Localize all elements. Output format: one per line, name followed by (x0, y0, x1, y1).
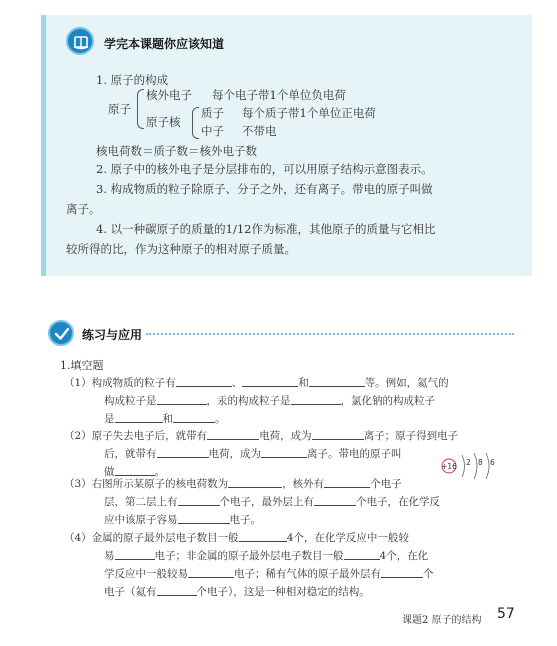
equation: 核电荷数＝质子数＝核外电子数 (96, 144, 257, 158)
blank (309, 376, 365, 387)
atom-structure-diagram (440, 452, 500, 480)
item3-line1: 3. 构成物质的粒子除原子、分子之外，还有离子。带电的原子叫做 (96, 182, 433, 196)
summary-box (41, 15, 532, 276)
electron-label: 核外电子 (146, 88, 192, 102)
book-icon (66, 27, 94, 55)
shell-2-count: 8 (478, 458, 483, 467)
p2-line1: （2）原子失去电子后，就带有 电荷，成为 离子；原子得到电子 (64, 430, 459, 442)
p1-line3: 是 和 。 (104, 413, 226, 425)
blank (115, 549, 155, 560)
blank (157, 447, 209, 458)
p3-line3: 应中该原子容易 电子。 (104, 514, 261, 526)
neutron-desc: 不带电 (242, 124, 277, 138)
proton-desc: 每个质子带1个单位正电荷 (242, 106, 376, 120)
nucleus-charge: +16 (441, 462, 457, 471)
blank (188, 567, 234, 578)
blank (291, 394, 341, 405)
page-number: 57 (497, 606, 515, 622)
blank (207, 429, 259, 440)
blank (324, 477, 370, 488)
blank (261, 447, 307, 458)
check-icon (48, 320, 74, 346)
p2-line2: 后，就带有 电荷，成为 离子。带电的原子叫 (104, 448, 402, 460)
blank (157, 394, 207, 405)
nucleus-brace (192, 107, 199, 139)
p3-line1: （3）右图所示某原子的核电荷数为 ，核外有 个电子 (64, 478, 402, 490)
section-divider (146, 333, 514, 335)
shell-1-count: 2 (466, 458, 471, 467)
blank (312, 429, 364, 440)
q1-title: 1.填空题 (60, 359, 104, 372)
blank (178, 495, 220, 506)
p1-line2: 构成粒子是 ，汞的构成粒子是 ，氯化钠的构成粒子 (104, 395, 435, 407)
shell-arc-1 (462, 455, 465, 477)
blank (314, 495, 356, 506)
summary-heading: 学完本课题你应该知道 (104, 37, 225, 51)
p4-line3: 学反应中一般较易 电子；稀有气体的原子最外层有 个 (104, 568, 434, 580)
shell-arc-3 (486, 453, 489, 479)
item4-line2: 较所得的比，作为这种原子的相对原子质量。 (66, 242, 296, 256)
neutron-label: 中子 (201, 124, 224, 138)
practice-heading: 练习与应用 (82, 328, 143, 342)
blank (228, 477, 282, 488)
shell-arc-2 (474, 453, 477, 479)
shell-3-count: 6 (490, 458, 495, 467)
blank (115, 412, 163, 423)
blank (176, 376, 232, 387)
p3-line2: 层，第二层上有 个电子，最外层上有 个电子，在化学反 (104, 496, 440, 508)
blank (381, 567, 423, 578)
blank (242, 376, 298, 387)
p4-line2: 易 电子；非金属的原子最外层电子数目一般 4个，在化 (104, 550, 429, 562)
electron-desc: 每个电子带1个单位负电荷 (212, 88, 346, 102)
p1-line1: （1）构成物质的粒子有 、 和 等。例如，氦气的 (64, 377, 449, 389)
p2-line3: 做 。 (104, 466, 165, 478)
item1-title: 1. 原子的构成 (96, 73, 169, 87)
blank (344, 549, 380, 560)
blank (173, 412, 215, 423)
proton-label: 质子 (201, 106, 224, 120)
footer-chapter-title: 课题2 原子的结构 (402, 615, 482, 626)
item4-line1: 4. 以一种碳原子的质量的1/12作为标准，其他原子的质量与它相比 (96, 222, 436, 236)
p4-line1: （4）金属的原子最外层电子数目一般 4个，在化学反应中一般较 (64, 532, 409, 544)
blank (239, 531, 287, 542)
blank (157, 585, 197, 596)
item2: 2. 原子中的核外电子是分层排布的，可以用原子结构示意图表示。 (96, 162, 433, 176)
item3-line2: 离子。 (66, 202, 101, 216)
atom-label: 原子 (108, 102, 131, 116)
atom-brace (137, 89, 144, 129)
nucleus-label: 原子核 (146, 115, 181, 129)
blank (115, 465, 155, 476)
blank (178, 513, 230, 524)
p4-line4: 电子（氦有 个电子），这是一种相对稳定的结构。 (104, 586, 370, 598)
